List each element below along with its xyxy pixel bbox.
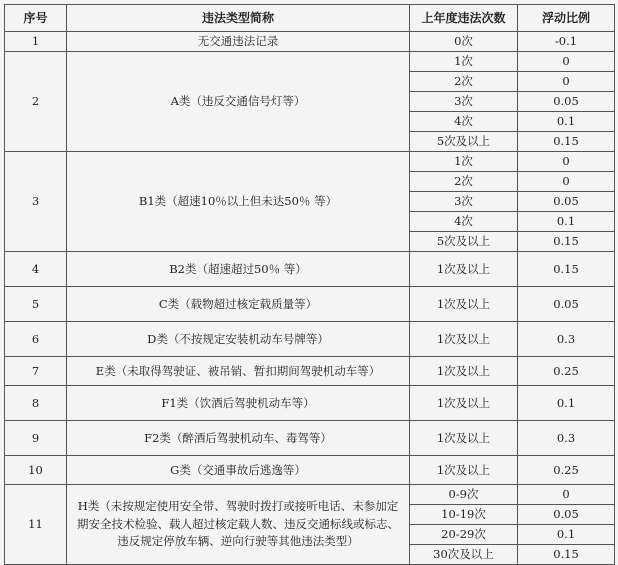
row-type: B2类（超速超过50％ 等） bbox=[67, 252, 410, 287]
table-row bbox=[5, 287, 615, 322]
row-type: 无交通违法记录 bbox=[67, 32, 410, 52]
row-count: 30次及以上 bbox=[410, 545, 518, 565]
table-row bbox=[5, 421, 615, 456]
row-ratio: -0.1 bbox=[518, 32, 615, 52]
row-ratio: 0 bbox=[518, 485, 615, 505]
row-no: 8 bbox=[5, 386, 67, 421]
row-ratio: 0.15 bbox=[518, 545, 615, 565]
row-count: 4次 bbox=[410, 212, 518, 232]
row-count: 4次 bbox=[410, 112, 518, 132]
violation-float-ratio-table bbox=[4, 4, 615, 565]
row-type: F1类（饮酒后驾驶机动车等） bbox=[67, 386, 410, 421]
row-count: 1次 bbox=[410, 52, 518, 72]
table-row bbox=[5, 152, 615, 172]
row-count: 5次及以上 bbox=[410, 232, 518, 252]
row-ratio: 0.15 bbox=[518, 132, 615, 152]
row-type: G类（交通事故后逃逸等） bbox=[67, 456, 410, 485]
row-no: 10 bbox=[5, 456, 67, 485]
header-ratio: 浮动比例 bbox=[518, 5, 615, 32]
row-count: 1次及以上 bbox=[410, 287, 518, 322]
row-ratio: 0.25 bbox=[518, 456, 615, 485]
row-count: 20-29次 bbox=[410, 525, 518, 545]
row-no: 9 bbox=[5, 421, 67, 456]
row-type: B1类（超速10％以上但未达50％ 等） bbox=[67, 152, 410, 252]
row-type: C类（载物超过核定载质量等） bbox=[67, 287, 410, 322]
row-no: 2 bbox=[5, 52, 67, 152]
row-type: A类（违反交通信号灯等） bbox=[67, 52, 410, 152]
table-row bbox=[5, 52, 615, 72]
row-ratio: 0.1 bbox=[518, 525, 615, 545]
row-count: 2次 bbox=[410, 72, 518, 92]
row-ratio: 0 bbox=[518, 152, 615, 172]
table-row bbox=[5, 386, 615, 421]
row-type: E类（未取得驾驶证、被吊销、暂扣期间驾驶机动车等） bbox=[67, 357, 410, 386]
row-ratio: 0.05 bbox=[518, 192, 615, 212]
row-ratio: 0 bbox=[518, 72, 615, 92]
row-ratio: 0.1 bbox=[518, 112, 615, 132]
row-count: 1次及以上 bbox=[410, 322, 518, 357]
row-no: 7 bbox=[5, 357, 67, 386]
row-ratio: 0.15 bbox=[518, 252, 615, 287]
row-no: 1 bbox=[5, 32, 67, 52]
row-count: 10-19次 bbox=[410, 505, 518, 525]
row-ratio: 0.05 bbox=[518, 505, 615, 525]
row-count: 2次 bbox=[410, 172, 518, 192]
row-ratio: 0.25 bbox=[518, 357, 615, 386]
row-count: 0次 bbox=[410, 32, 518, 52]
row-ratio: 0.3 bbox=[518, 322, 615, 357]
row-count: 1次及以上 bbox=[410, 421, 518, 456]
row-ratio: 0.1 bbox=[518, 212, 615, 232]
table-row bbox=[5, 32, 615, 52]
row-count: 1次及以上 bbox=[410, 456, 518, 485]
table-row bbox=[5, 456, 615, 485]
row-count: 1次及以上 bbox=[410, 357, 518, 386]
table-header-row bbox=[5, 5, 615, 32]
row-count: 1次及以上 bbox=[410, 386, 518, 421]
table-row bbox=[5, 322, 615, 357]
header-count: 上年度违法次数 bbox=[410, 5, 518, 32]
row-no: 3 bbox=[5, 152, 67, 252]
row-no: 5 bbox=[5, 287, 67, 322]
violation-table-container bbox=[4, 4, 615, 565]
header-no: 序号 bbox=[5, 5, 67, 32]
row-ratio: 0.3 bbox=[518, 421, 615, 456]
header-type: 违法类型简称 bbox=[67, 5, 410, 32]
row-no: 6 bbox=[5, 322, 67, 357]
row-ratio: 0.15 bbox=[518, 232, 615, 252]
row-count: 0-9次 bbox=[410, 485, 518, 505]
row-ratio: 0.1 bbox=[518, 386, 615, 421]
table-row bbox=[5, 485, 615, 505]
row-count: 1次及以上 bbox=[410, 252, 518, 287]
row-count: 1次 bbox=[410, 152, 518, 172]
row-type: D类（不按规定安装机动车号牌等） bbox=[67, 322, 410, 357]
table-row bbox=[5, 252, 615, 287]
row-no: 11 bbox=[5, 485, 67, 565]
row-count: 5次及以上 bbox=[410, 132, 518, 152]
row-ratio: 0.05 bbox=[518, 92, 615, 112]
table-row bbox=[5, 357, 615, 386]
row-count: 3次 bbox=[410, 192, 518, 212]
row-type: F2类（醉酒后驾驶机动车、毒驾等） bbox=[67, 421, 410, 456]
row-ratio: 0.05 bbox=[518, 287, 615, 322]
row-type: H类（未按规定使用安全带、驾驶时拨打或接听电话、未参加定期安全技术检验、载人超过核定载人数、违反交通标线或标志、违反规定停放车辆、逆向行驶等其他违法类型） bbox=[67, 485, 410, 565]
row-ratio: 0 bbox=[518, 52, 615, 72]
row-no: 4 bbox=[5, 252, 67, 287]
row-count: 3次 bbox=[410, 92, 518, 112]
row-ratio: 0 bbox=[518, 172, 615, 192]
